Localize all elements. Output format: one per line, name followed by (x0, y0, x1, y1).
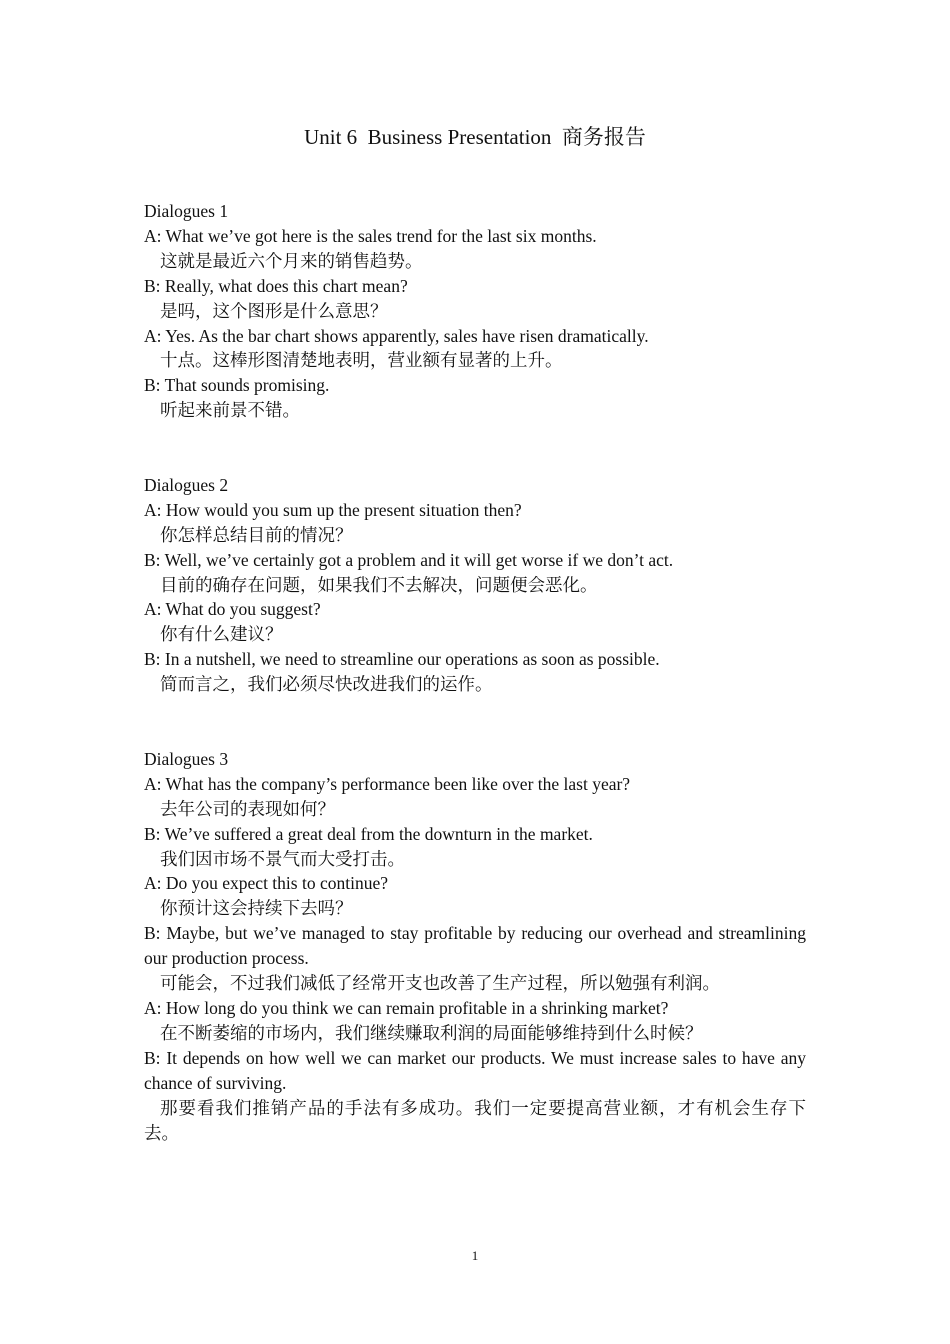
dialogue-line-zh: 在不断萎缩的市场内，我们继续赚取利润的局面能够维持到什么时候？ (160, 1022, 703, 1043)
dialogue-line-en: A: Do you expect this to continue? (144, 873, 388, 894)
dialogue-section-3 (144, 747, 806, 1146)
dialogue-line-zh: 是吗，这个图形是什么意思？ (160, 300, 388, 321)
dialogue-line-zh: 你怎样总结目前的情况？ (160, 524, 353, 545)
section-heading: Dialogues 1 (144, 201, 229, 221)
dialogue-line-en: B: Well, we’ve certainly got a problem and it will get worse if we don’t act. (144, 549, 674, 570)
page-number: 1 (471, 1248, 479, 1263)
dialogue-line-en: A: What do you suggest? (144, 599, 321, 620)
dialogue-line-zh: 可能会，不过我们减低了经常开支也改善了生产过程，所以勉强有利润。 (160, 973, 720, 994)
document-title: Unit 6 Business Presentation 商务报告 (304, 125, 646, 149)
dialogue-line-en: B: We’ve suffered a great deal from the downturn in the market. (144, 823, 593, 844)
dialogue-line-zh: 听起来前景不错。 (160, 400, 300, 421)
dialogue-line-en: B: That sounds promising. (144, 375, 330, 396)
dialogue-line-en: A: How long do you think we can remain profitable in a shrinking market? (144, 997, 669, 1018)
dialogue-section-1 (144, 199, 806, 423)
dialogue-line-zh: 我们因市场不景气而大受打击。 (160, 848, 405, 869)
dialogue-line-zh: 简而言之，我们必须尽快改进我们的运作。 (160, 674, 493, 695)
section-spacer (144, 423, 806, 473)
dialogue-line-zh: 目前的确存在问题，如果我们不去解决，问题便会恶化。 (160, 574, 598, 595)
dialogue-line-en: A: What has the company’s performance been like over the last year? (144, 773, 631, 794)
document-body (144, 199, 806, 1145)
dialogue-line-zh: 这就是最近六个月来的销售趋势。 (160, 250, 423, 271)
dialogue-section-2 (144, 473, 806, 697)
dialogue-line-en: B: Really, what does this chart mean? (144, 275, 408, 296)
dialogue-line-en: A: How would you sum up the present situation then? (144, 499, 522, 520)
dialogue-line-en: A: What we’ve got here is the sales trend for the last six months. (144, 225, 597, 246)
dialogue-line-en: A: Yes. As the bar chart shows apparently, sales have risen dramatically. (144, 325, 649, 346)
section-heading: Dialogues 2 (144, 474, 229, 495)
dialogue-line-en: B: Maybe, but we’ve managed to stay profitable by reducing our overhead and streamlining our production process. (144, 923, 806, 969)
dialogue-line-en: B: In a nutshell, we need to streamline our operations as soon as possible. (144, 649, 660, 670)
dialogue-line-zh: 去年公司的表现如何？ (160, 798, 335, 819)
dialogue-line-zh: 那要看我们推销产品的手法有多成功。我们一定要提高营业额，才有机会生存下去。 (144, 1097, 806, 1143)
dialogue-line-en: B: It depends on how well we can market our products. We must increase sales to have any chance of surviving. (144, 1047, 806, 1093)
section-spacer (144, 697, 806, 747)
dialogue-line-zh: 你有什么建议？ (160, 624, 283, 645)
dialogue-line-zh: 你预计这会持续下去吗？ (160, 898, 353, 919)
section-heading: Dialogues 3 (144, 748, 229, 769)
dialogue-line-zh: 十点。这棒形图清楚地表明，营业额有显著的上升。 (160, 350, 563, 371)
